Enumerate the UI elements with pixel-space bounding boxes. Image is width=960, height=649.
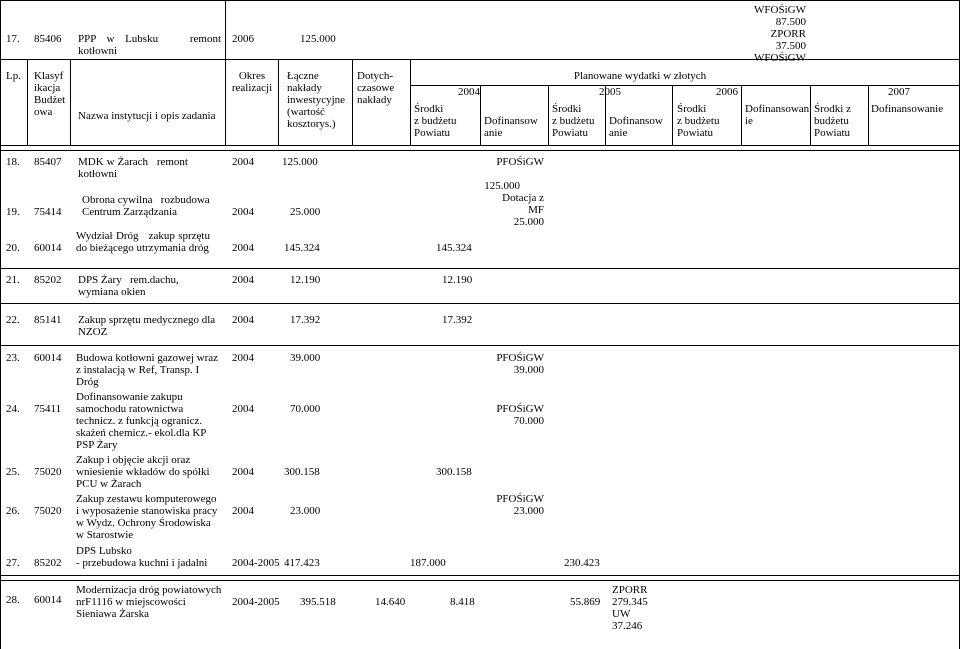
row-lp: 24. xyxy=(6,403,20,415)
row-name: i wyposażenie stanowiska pracy xyxy=(76,505,218,517)
header-laczne: (wartość xyxy=(287,106,325,118)
row-amount: 23.000 xyxy=(290,505,321,517)
header-dotych: Dotych- xyxy=(357,70,394,82)
row-col2005d: UW xyxy=(612,608,631,620)
header-srodki-2006: Powiatu xyxy=(677,127,714,139)
row-name: Sieniawa Żarska xyxy=(76,608,149,620)
row-col2004: 187.000 xyxy=(410,557,446,569)
row-code: 85202 xyxy=(34,557,62,569)
row-year: 2004 xyxy=(232,274,254,286)
row-code: 60014 xyxy=(34,242,62,254)
row-year: 2004 xyxy=(232,206,254,218)
header-laczne: inwestycyjne xyxy=(287,94,346,106)
row-name: wniesienie wkładów do spółki xyxy=(76,466,210,478)
rule-years xyxy=(410,85,959,86)
row-amount: 125.000 xyxy=(282,156,318,168)
row-name: skażeń chemicz.- ekol.dla KP xyxy=(76,427,207,439)
header-srodki-2004: z budżetu xyxy=(414,115,457,127)
row-col2005d: 37.246 xyxy=(612,620,643,632)
row-amount: 70.000 xyxy=(290,403,321,415)
row-code: 85406 xyxy=(34,33,62,45)
row-code: 85407 xyxy=(34,156,62,168)
row-year: 2004 xyxy=(232,352,254,364)
col-y2006 xyxy=(672,85,673,146)
row-col2005d: ZPORR xyxy=(612,584,648,596)
row-year: 2004-2005 xyxy=(232,557,280,569)
rule-3 xyxy=(0,268,960,269)
row-name: Dróg xyxy=(76,376,99,388)
row-dofin: PFOŚiGW xyxy=(496,493,544,505)
col-klasyf xyxy=(70,59,71,146)
rule-5 xyxy=(0,345,960,346)
header-okres: realizacji xyxy=(231,82,273,94)
header-srodki-2006: z budżetu xyxy=(677,115,720,127)
header-srodki-2007: Powiatu xyxy=(814,127,851,139)
header-year-2006: 2006 xyxy=(716,86,738,98)
row-dofin: 125.000 xyxy=(484,180,520,192)
header-nazwa: Nazwa instytucji i opis zadania xyxy=(78,110,216,122)
header-dofin-2005: Dofinansow xyxy=(609,115,663,127)
rule-1 xyxy=(0,59,960,60)
header-srodki-2005: Powiatu xyxy=(552,127,589,139)
row-name: w Starostwie xyxy=(76,529,134,541)
row-lp: 21. xyxy=(6,274,20,286)
row-name: Wydział Dróg zakup sprzętu xyxy=(76,230,210,242)
col-y2006-dofin xyxy=(741,85,742,146)
rule-top xyxy=(0,0,960,1)
row-name: Zakup sprzętu medycznego dla xyxy=(78,314,216,326)
row-name: PPP w Lubsku remont xyxy=(78,33,221,45)
row-code: 85141 xyxy=(34,314,62,326)
row-name: Dofinansowanie zakupu xyxy=(76,391,183,403)
row-dofin: Dotacja z xyxy=(502,192,544,204)
header-year-2004: 2004 xyxy=(458,86,480,98)
row-amount: 145.324 xyxy=(284,242,320,254)
row-lp: 27. xyxy=(6,557,20,569)
row-name: MDK w Żarach remont xyxy=(78,156,188,168)
row-lp: 25. xyxy=(6,466,20,478)
row-name: samochodu ratownictwa xyxy=(76,403,184,415)
row-year: 2004 xyxy=(232,156,254,168)
row-name: PCU w Żarach xyxy=(76,478,142,490)
header-laczne: kosztorys.) xyxy=(287,118,336,130)
header-dofin-2005: anie xyxy=(609,127,628,139)
row-year: 2004 xyxy=(232,466,254,478)
row-amount: 125.000 xyxy=(300,33,336,45)
row-dofin: MF xyxy=(528,204,544,216)
col-y2007 xyxy=(810,85,811,146)
row-code: 60014 xyxy=(34,594,62,606)
row-lp: 26. xyxy=(6,505,20,517)
row-lp: 18. xyxy=(6,156,20,168)
row-dofin: 87.500 xyxy=(775,16,806,28)
header-srodki-2004: Środki xyxy=(414,103,444,115)
col-y2005 xyxy=(548,85,549,146)
header-year-2005: 2005 xyxy=(599,86,621,98)
rule-2b xyxy=(0,150,960,151)
header-srodki-2004: Powiatu xyxy=(414,127,451,139)
header-dofin-2006: ie xyxy=(745,115,753,127)
row-name: Modernizacja dróg powiatowych xyxy=(76,584,222,596)
header-srodki-2007: Środki z xyxy=(814,103,851,115)
row-name: Obrona cywilna rozbudowa xyxy=(82,194,210,206)
row-dofin: WFOŚiGW xyxy=(754,52,806,64)
header-klasyf: Budżet xyxy=(34,94,66,106)
rule-7 xyxy=(0,580,960,581)
header-klasyf: owa xyxy=(34,106,53,118)
header-dofin-2004: Dofinansow xyxy=(484,115,538,127)
header-srodki-2006: Środki xyxy=(677,103,707,115)
row-dofin: 23.000 xyxy=(513,505,544,517)
row-lp: 17. xyxy=(6,33,20,45)
header-laczne: nakłady xyxy=(287,82,322,94)
row-amount: 17.392 xyxy=(290,314,321,326)
col-okres xyxy=(278,59,279,146)
row-amount: 417.423 xyxy=(284,557,320,569)
row-lp: 19. xyxy=(6,206,20,218)
rule-4 xyxy=(0,303,960,304)
row-dofin: 70.000 xyxy=(513,415,544,427)
row-col2004: 17.392 xyxy=(442,314,473,326)
row-lp: 22. xyxy=(6,314,20,326)
row-year: 2004 xyxy=(232,505,254,517)
row-name: technicz. z funkcją ogranicz. xyxy=(76,415,203,427)
row-col2004: 14.640 xyxy=(375,596,406,608)
row-dofin: PFOŚiGW xyxy=(496,156,544,168)
row-amount: 300.158 xyxy=(284,466,320,478)
header-dotych: czasowe xyxy=(357,82,395,94)
row-dofin: 37.500 xyxy=(775,40,806,52)
row-code: 75411 xyxy=(34,403,62,415)
header-year-2007: 2007 xyxy=(888,86,910,98)
col-y2004-dofin xyxy=(480,85,481,146)
row-dofin: 25.000 xyxy=(513,216,544,228)
row-col2004: 145.324 xyxy=(436,242,472,254)
row-col2005d: 279.345 xyxy=(612,596,648,608)
row-amount: 12.190 xyxy=(290,274,321,286)
header-dofin-2006: Dofinansowan xyxy=(745,103,810,115)
row-name: wymiana okien xyxy=(78,286,146,298)
header-srodki-2005: z budżetu xyxy=(552,115,595,127)
header-okres: Okres xyxy=(238,70,266,82)
rule-6 xyxy=(0,575,960,576)
row-name: kotłowni xyxy=(78,168,118,180)
row-dofin: ZPORR xyxy=(770,28,806,40)
row-amount: 395.518 xyxy=(300,596,336,608)
row-year: 2004 xyxy=(232,242,254,254)
row-name: DPS Lubsko xyxy=(76,545,132,557)
row-name: - przebudowa kuchni i jadalni xyxy=(76,557,208,569)
row-lp: 20. xyxy=(6,242,20,254)
row-name: Zakup zestawu komputerowego xyxy=(76,493,217,505)
row-dofin: PFOŚiGW xyxy=(496,403,544,415)
row-name: nrF1116 w miejscowości xyxy=(76,596,186,608)
row-col2004: 300.158 xyxy=(436,466,472,478)
row-dofin: WFOŚiGW xyxy=(754,4,806,16)
header-klasyf: Klasyf xyxy=(34,70,64,82)
row-name: Budowa kotłowni gazowej wraz xyxy=(76,352,219,364)
row-dofin: 39.000 xyxy=(513,364,544,376)
row-dofin: PFOŚiGW xyxy=(496,352,544,364)
header-laczne: Łączne xyxy=(287,70,319,82)
row-name: DPS Żary rem.dachu, xyxy=(78,274,179,286)
header-dofin-2004: anie xyxy=(484,127,503,139)
row-lp: 23. xyxy=(6,352,20,364)
row-year: 2004-2005 xyxy=(232,596,280,608)
row-name: Centrum Zarządzania xyxy=(82,206,177,218)
row-name: PSP Żary xyxy=(76,439,118,451)
row-name: w Wydz. Ochrony Środowiska xyxy=(76,517,211,529)
row-amount: 39.000 xyxy=(290,352,321,364)
row-name: Zakup i objęcie akcji oraz xyxy=(76,454,191,466)
col-laczne xyxy=(352,59,353,146)
row-code: 75020 xyxy=(34,505,62,517)
header-dofin-2007: Dofinansowanie xyxy=(871,103,944,115)
row-col2005: 55.869 xyxy=(570,596,601,608)
row-code: 85202 xyxy=(34,274,62,286)
row-col2004: 12.190 xyxy=(442,274,473,286)
row-year: 2004 xyxy=(232,314,254,326)
row-name: do bieżącego utrzymania dróg xyxy=(76,242,209,254)
header-klasyf: ikacja xyxy=(34,82,61,94)
row-year: 2006 xyxy=(232,33,254,45)
row-col2004d: 8.418 xyxy=(450,596,475,608)
row-lp: 28. xyxy=(6,594,20,606)
row-name: z instalacją w Ref, Transp. I xyxy=(76,364,200,376)
header-lp: Lp. xyxy=(6,70,21,82)
col-y2007-dofin xyxy=(868,85,869,146)
header-planowane: Planowane wydatki w złotych xyxy=(573,70,707,82)
border-left xyxy=(0,0,1,649)
header-dotych: nakłady xyxy=(357,94,392,106)
row-code: 60014 xyxy=(34,352,62,364)
row-amount: 25.000 xyxy=(290,206,321,218)
row-name: NZOZ xyxy=(78,326,108,338)
row-col2005: 230.423 xyxy=(564,557,600,569)
header-srodki-2007: budżetu xyxy=(814,115,849,127)
row-code: 75020 xyxy=(34,466,62,478)
row-name: kotłowni xyxy=(78,45,118,57)
row-code: 75414 xyxy=(34,206,62,218)
row-year: 2004 xyxy=(232,403,254,415)
header-srodki-2005: Środki xyxy=(552,103,582,115)
col-lp xyxy=(27,59,28,146)
